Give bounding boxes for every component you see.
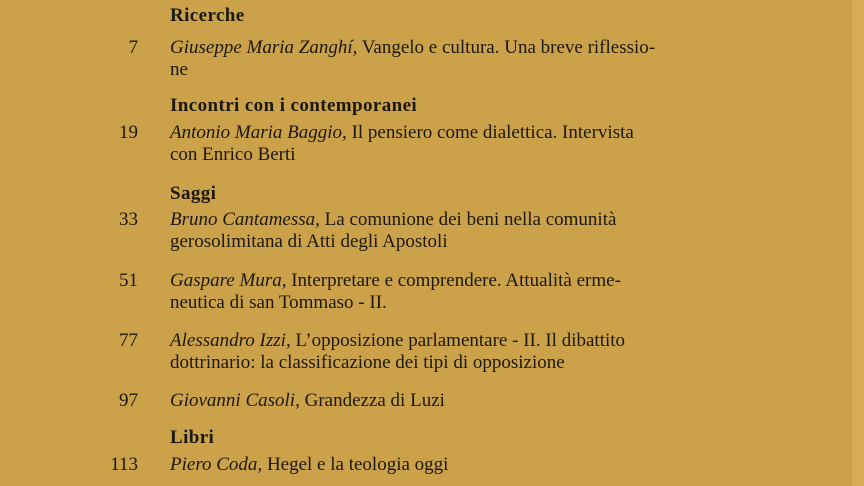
entry-text [170,37,792,81]
entry-title-line-1: Il pensiero come dialettica. Intervista [351,122,634,143]
entry-title-line-2: ne [170,59,188,80]
entry-title-line-1: Interpretare e comprendere. Attualità erme- [291,270,621,291]
page-number: 7 [128,37,138,58]
entry-title-line-1: La comunione dei beni nella comunità [324,209,617,230]
entry-text [170,390,792,412]
page-number: 51 [119,270,138,291]
section-heading-saggi: Saggi [170,183,217,204]
section-heading-libri: Libri [170,427,215,448]
page-number: 113 [110,454,138,475]
entry-author: Giovanni Casoli, [170,390,300,411]
page-number: 77 [119,330,138,351]
entry-text [170,454,792,476]
page-number: 19 [119,122,138,143]
entry-author: Antonio Maria Baggio, [170,122,347,143]
entry-text [170,270,792,314]
page-edge [852,0,864,486]
entry-author: Bruno Cantamessa, [170,209,320,230]
entry-text [170,209,792,253]
entry-title-line-1: Vangelo e cultura. Una breve riflessio- [361,37,656,58]
entry-title-line-2: gerosolimitana di Atti degli Apostoli [170,231,448,252]
entry-title-line-2: dottrinario: la classificazione dei tipi di opposizione [170,352,565,373]
entry-text [170,330,792,374]
page-number: 33 [119,209,138,230]
page-number: 97 [119,390,138,411]
entry-author: Alessandro Izzi, [170,330,291,351]
entry-title-line-2: neutica di san Tommaso - II. [170,292,387,313]
entry-author: Gaspare Mura, [170,270,287,291]
entry-title-line-1: Grandezza di Luzi [304,390,445,411]
entry-title-line-1: Hegel e la teologia oggi [266,454,449,475]
entry-author: Piero Coda, [170,454,263,475]
entry-author: Giuseppe Maria Zanghí, [170,37,358,58]
entry-title-line-1: L’opposizione parlamentare - II. Il dibattito [295,330,626,351]
entry-text [170,122,792,166]
section-heading-incontri: Incontri con i contemporanei [170,95,418,116]
section-heading-ricerche: Ricerche [170,5,245,26]
entry-title-line-2: con Enrico Berti [170,144,296,165]
